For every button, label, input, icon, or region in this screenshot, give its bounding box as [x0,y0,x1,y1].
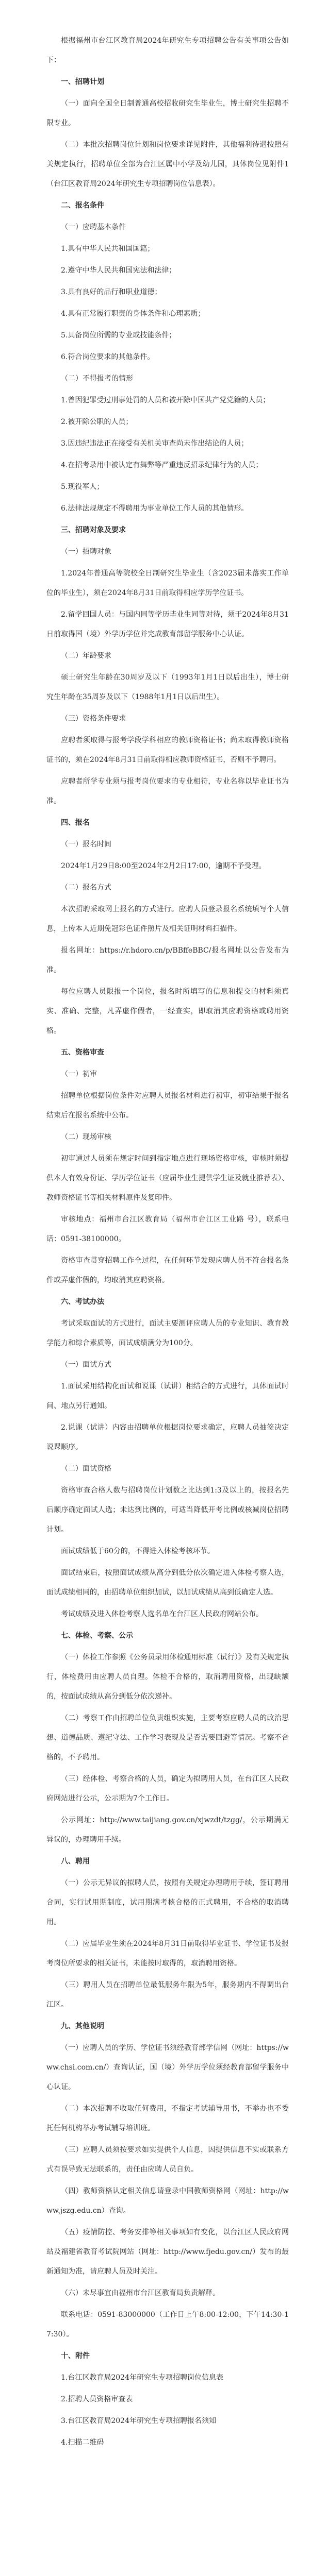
paragraph: 1.具有中华人民共和国国籍； [61,245,155,253]
paragraph: 审核地点：福州市台江区教育局（福州市台江区工业路 号），联系电话：0591-38100000。 [46,1215,289,1243]
subsection-heading: （一）报名时间 [61,840,111,849]
section-heading: 三、招聘对象及要求 [61,526,126,534]
paragraph: 考试采取面试的方式进行，面试主要测评应聘人员的专业知识、教育教学能力和综合素质等，面试成绩满分为100分。 [46,1319,289,1347]
subsection-heading: （一）面试方式 [61,1361,111,1369]
paragraph: （二）本批次招聘岗位计划和岗位要求详见附件，其他福利待遇按照有关规定执行，招聘单位全部为台江区属中小学及幼儿园，具体岗位见附件1（台江区教育局2024年研究生专项招聘岗位信息表）。 [46,141,289,188]
paragraph: 5.现役军人； [61,483,104,491]
section-heading: 十、附件 [61,2352,90,2360]
paragraph: 2.说课（试讲）内容由招聘单位根据岗位要求确定，应聘人员抽签决定说课顺序。 [46,1423,289,1451]
announcement-body [46,31,289,2454]
paragraph: 4.在招考录用中被认定有舞弊等严重违反招录纪律行为的人员； [61,461,263,469]
paragraph: 面试结束后，按照面试成绩从高分到低分依次确定进入体检考察人选，面试成绩相同的，由招聘单位组织加试，以加试成绩从高到低确定人选。 [46,1569,289,1597]
paragraph: （二）考察工作由招聘单位负责组织实施，主要考察应聘人员的政治思想、道德品质、遵纪守法、工作学习表现及是否需要回避等情况。考察不合格的，不予聘用。 [46,1714,289,1761]
paragraph: （一）公示无异议的拟聘人员，按照有关规定办理聘用手续，签订聘用合同，实行试用期制度，试用期满考核合格的正式聘用，不合格的取消聘用。 [46,1879,289,1926]
subsection-heading: （一）应聘基本条件 [61,223,126,231]
paragraph: 资格审查合格人数与招聘岗位计划数之比达到1:3及以上的，按报名先后顺序确定面试人选；未达到比例的，可适当降低开考比例或核减岗位招聘计划。 [46,1486,289,1534]
paragraph: 3.具有良好的品行和职业道德； [61,288,162,296]
paragraph: 考试成绩及进入体检考察人选名单在台江区人民政府网站公布。 [61,1610,263,1618]
paragraph: 硕士研究生年龄在30周岁及以下（1993年1月1日以后出生），博士研究生年龄在35周岁及以下（1988年1月1日以后出生）。 [46,673,289,701]
paragraph: 1.面试采用结构化面试和说课（试讲）相结合的方式进行，具体面试时间、地点另行通知。 [46,1382,289,1410]
paragraph: （一）体检工作参照《公务员录用体检通用标准（试行）》及有关规定执行，体检费用由应聘人员自理。体检不合格的，取消聘用资格，出现缺额的，按面试成绩从高分到低分依次递补。 [46,1653,289,1701]
section-heading: 六、考试办法 [61,1298,104,1306]
paragraph: （三）聘用人员在招聘单位最低服务年限为5年，服务期内不得调出台江区。 [46,1981,289,2009]
attachment-item: 4.扫描二维码 [61,2438,104,2447]
attachment-item: 2.招聘人员资格审查表 [61,2395,133,2403]
paragraph: 2024年1月29日8:00至2024年2月2日17:00，逾期不予受理。 [61,862,266,870]
paragraph: 3.因违纪违法正在接受有关机关审查尚未作出结论的人员； [61,439,249,448]
paragraph: 6.法律法规规定不得聘用为事业单位工作人员的其他情形。 [61,504,249,513]
paragraph: 2.被开除公职的人员； [61,418,133,426]
section-heading: 七、体检、考察、公示 [61,1632,133,1640]
paragraph: （三）应聘人员须按要求如实提供个人信息，因提供信息不实或联系方式有误导致无法联系的，责任由应聘人员自负。 [46,2146,289,2174]
section-heading: 五、资格审查 [61,1048,104,1057]
paragraph: 联系电话：0591-83000000（工作日上午8:00-12:00，下午14:30-17:30）。 [46,2311,289,2338]
paragraph: 报名网址：https://r.hdoro.cn/p/BBffeBBC/报名网址以公告发布为准。 [46,946,289,974]
attachment-item: 3.台江区教育局2024年研究生专项招聘报名须知 [61,2417,216,2425]
subsection-heading: （三）资格条件要求 [61,715,126,723]
attachment-item: 1.台江区教育局2024年研究生专项招聘岗位信息表 [61,2374,223,2382]
paragraph: 2.遵守中华人民共和国宪法和法律； [61,266,176,275]
subsection-heading: （二）面试资格 [61,1465,111,1473]
paragraph: 根据福州市台江区教育局2024年研究生专项招聘公告有关事项公告如下： [46,37,289,64]
paragraph: 应聘者所学专业须与报考岗位要求的专业相符，专业名称以毕业证书为准。 [46,777,289,805]
paragraph: 2.留学回国人员：与国内同等学历毕业生同等对待，须于2024年8月31日前取得国（境）外学历学位并完成教育部留学服务中心认证。 [46,611,289,638]
paragraph: 本次招聘采取网上报名的方式进行。应聘人员登录报名系统填写个人信息，上传本人近期免冠彩色证件照片及相关证明材料扫描件。 [46,905,289,933]
section-heading: 一、招聘计划 [61,78,104,86]
subsection-heading: （二）年龄要求 [61,652,111,660]
paragraph: 招聘单位根据岗位条件对应聘人员报名材料进行初审，初审结果于报名结束后在报名系统中公布。 [46,1092,289,1120]
section-heading: 八、聘用 [61,1857,90,1866]
section-heading: 二、报名条件 [61,201,104,210]
subsection-heading: （二）不得报考的情形 [61,375,133,383]
paragraph: 1.2024年普通高等院校全日制研究生毕业生（含2023届未落实工作单位的毕业生），须在2024年8月31日前取得相应学历学位证书。 [46,569,289,597]
subsection-heading: （二）现场审核 [61,1133,111,1141]
paragraph: 公示网址：http://www.taijiang.gov.cn/xjwzdt/tzgg/，公示期满无异议的，办理聘用手续。 [46,1816,289,1844]
paragraph: 每位应聘人员限报一个岗位，报名时所填写的信息和提交的材料须真实、准确、完整，凡弄虚作假者，一经查实，即取消其应聘资格或聘用资格。 [46,988,289,1035]
paragraph: （二）应届毕业生须在2024年8月31日前取得毕业证书、学位证书及报考岗位所要求的相关证书，未能按时取得的，取消聘用资格。 [46,1940,289,1968]
paragraph: （四）教师资格认定相关信息请登录中国教师资格网（网址：http://www.jszg.edu.cn）查询。 [46,2187,289,2215]
paragraph: 资格审查贯穿招聘工作全过程，在任何环节发现应聘人员不符合报名条件或弄虚作假的，均取消其应聘资格。 [46,1257,289,1284]
paragraph: 6.符合岗位要求的其他条件。 [61,353,155,361]
subsection-heading: （一）初审 [61,1070,97,1078]
subsection-heading: （二）报名方式 [61,884,111,892]
paragraph: 5.具备岗位所需的专业或技能条件； [61,331,176,340]
section-heading: 九、其他说明 [61,2022,104,2030]
paragraph: （一）面向全国全日制普通高校招收研究生毕业生，博士研究生招聘不限专业。 [46,99,289,127]
paragraph: 4.具有正常履行职责的身体条件和心理素质； [61,310,205,318]
paragraph: 面试成绩低于60分的，不得进入体检考核环节。 [61,1547,215,1555]
section-heading: 四、报名 [61,819,90,827]
paragraph: （五）疫情防控、考务安排等相关事项如有变化，以台江区人民政府网站及福建省教育考试院网站（网址：http://www.fjedu.gov.cn/）发布的最新通知为准，请应聘人员及时关注。 [46,2228,289,2276]
paragraph: （六）未尽事宜由福州市台江区教育局负责解释。 [61,2289,220,2297]
paragraph: 初审通过人员须在规定时间到指定地点进行现场资格审核，审核时须提供本人有效身份证、学历学位证书（应届毕业生提供学生证及就业推荐表）、教师资格证书等相关材料原件及复印件。 [46,1155,289,1202]
paragraph: （一）应聘人员的学历、学位证书须经教育部学信网（网址：https://www.chsi.com.cn/）查询认证，国（境）外学历学位须经教育部留学服务中心认证。 [46,2044,289,2091]
paragraph: 应聘者须取得与报考学段学科相应的教师资格证书；尚未取得教师资格证书的，须在2024年8月31日前取得相应教师资格证书，否则不予聘用。 [46,736,289,764]
subsection-heading: （一）招聘对象 [61,548,111,556]
paragraph: （三）经体检、考察合格的人员，确定为拟聘用人员，在台江区人民政府网站进行公示，公示期为7个工作日。 [46,1775,289,1803]
paragraph: 1.曾因犯罪受过刑事处罚的人员和被开除中国共产党党籍的人员； [61,396,270,404]
paragraph: （二）本次招聘不收取任何费用，不指定考试辅导用书，不举办也不委托任何机构举办考试辅导培训班。 [46,2105,289,2132]
